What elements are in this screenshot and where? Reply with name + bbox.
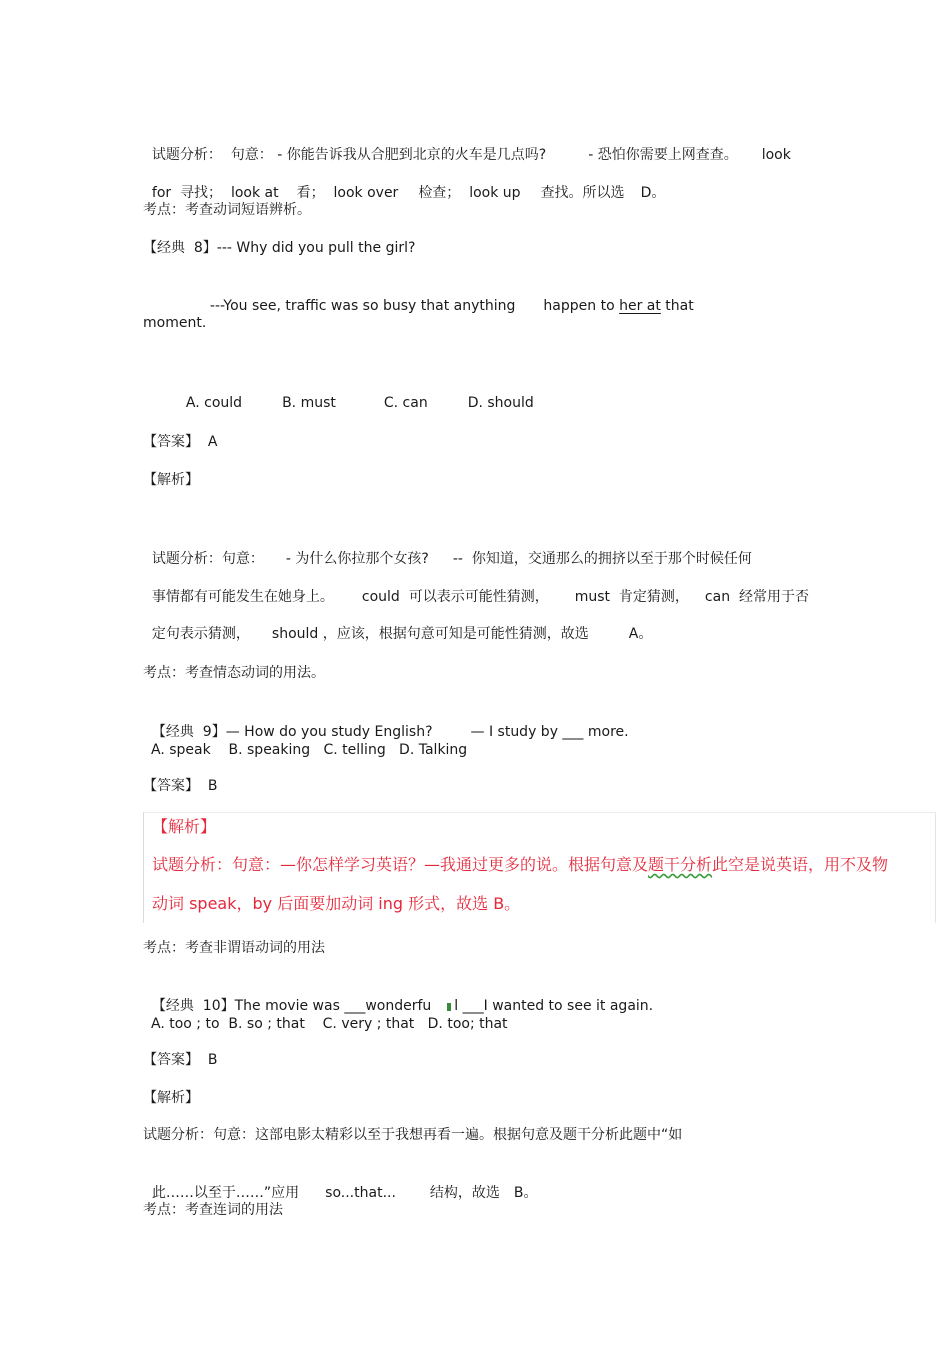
text: A。 [628, 626, 653, 642]
q8-options [177, 373, 534, 413]
q9-answer: 【答案】 B [143, 778, 218, 794]
text: 查找。所以选 [540, 185, 625, 201]
text: - 恐怕你需要上网查查。 [588, 147, 738, 163]
q10-analysis-label: 【解析】 [143, 1090, 199, 1106]
text: can 经常用于否 [704, 589, 809, 605]
text: -- 你知道，交通那么的拥挤以至于那个时候任何 [452, 551, 752, 567]
text: l ___I wanted to see it again. [454, 998, 654, 1014]
text: that [660, 298, 694, 314]
text: 【经典 9】— How do you study English? [151, 724, 433, 740]
q9-red-line1 [152, 854, 888, 876]
option-c: C. can [383, 395, 428, 411]
text: 结构，故选 [429, 1185, 500, 1201]
q8-analysis-label: 【解析】 [143, 472, 199, 488]
text: could 可以表示可能性猜测， [361, 589, 549, 605]
q10-answer: 【答案】 B [143, 1052, 218, 1068]
q9-red-label: 【解析】 [152, 817, 217, 836]
q8-analysis-line2 [143, 567, 809, 607]
option-a: A. could [185, 395, 243, 411]
q7-analysis-line2 [143, 163, 665, 203]
q10-title [143, 976, 653, 1016]
text: 此空是说英语，用不及物 [712, 855, 889, 874]
q10-analysis-line2 [143, 1163, 538, 1203]
q10-analysis-line1: 试题分析：句意：这部电影太精彩以至于我想再看一遍。根据句意及题干分析此题中“如 [143, 1127, 683, 1143]
edit-marker-icon [447, 1003, 451, 1011]
q7-point: 考点：考查动词短语辨析。 [143, 202, 311, 218]
q8-answer: 【答案】 A [143, 434, 218, 450]
option-d: D. should [467, 395, 534, 411]
q8-point: 考点：考查情态动词的用法。 [143, 665, 325, 681]
text: 检查； look up [418, 185, 521, 201]
q8-analysis-line1 [143, 529, 752, 569]
text: D。 [640, 185, 666, 201]
q10-options: A. too ; to B. so ; that C. very ; that D. too; that [151, 1016, 508, 1032]
q8-line3: moment. [143, 315, 207, 331]
blank-underline: her at [619, 298, 661, 314]
q8-analysis-line3 [143, 604, 652, 644]
text: — I study by ___ more. [470, 724, 629, 740]
text: - 为什么你拉那个女孩? [285, 551, 429, 567]
text: B。 [513, 1185, 538, 1201]
text: 此……以至于……”应用 [151, 1185, 300, 1201]
q9-title [143, 702, 629, 742]
text: 【经典 10】The movie was ___wonderfu [151, 998, 432, 1014]
q8-title: 【经典 8】--- Why did you pull the girl? [143, 240, 416, 256]
text: for 寻找； look at [151, 185, 279, 201]
text: should ，应该，根据句意可知是可能性猜测，故选 [271, 626, 589, 642]
spellcheck-underline: 题干分析 [648, 855, 713, 874]
text: 定句表示猜测， [151, 626, 250, 642]
text: look [761, 147, 791, 163]
text: 试题分析： 句意： - 你能告诉我从合肥到北京的火车是几点吗? [151, 147, 547, 163]
text: 看； look over [296, 185, 399, 201]
q10-point: 考点：考查连词的用法 [143, 1202, 283, 1218]
text: 事情都有可能发生在她身上。 [151, 589, 334, 605]
q7-analysis-line1 [143, 125, 791, 165]
text: must 肯定猜测， [574, 589, 689, 605]
q8-line2 [201, 276, 694, 316]
text: 试题分析：句意：—你怎样学习英语？—我通过更多的说。根据句意及 [152, 855, 649, 874]
q9-options: A. speak B. speaking C. telling D. Talking [151, 742, 468, 758]
text: ---You see, traffic was so busy that anything [209, 298, 516, 314]
text: 试题分析：句意： [151, 551, 264, 567]
q9-red-line2: 动词 speak，by 后面要加动词 ing 形式，故选 B。 [152, 894, 521, 913]
option-b: B. must [282, 395, 336, 411]
text: happen to [543, 298, 615, 314]
q9-point: 考点：考查非谓语动词的用法 [143, 940, 325, 956]
text: so...that... [325, 1185, 396, 1201]
